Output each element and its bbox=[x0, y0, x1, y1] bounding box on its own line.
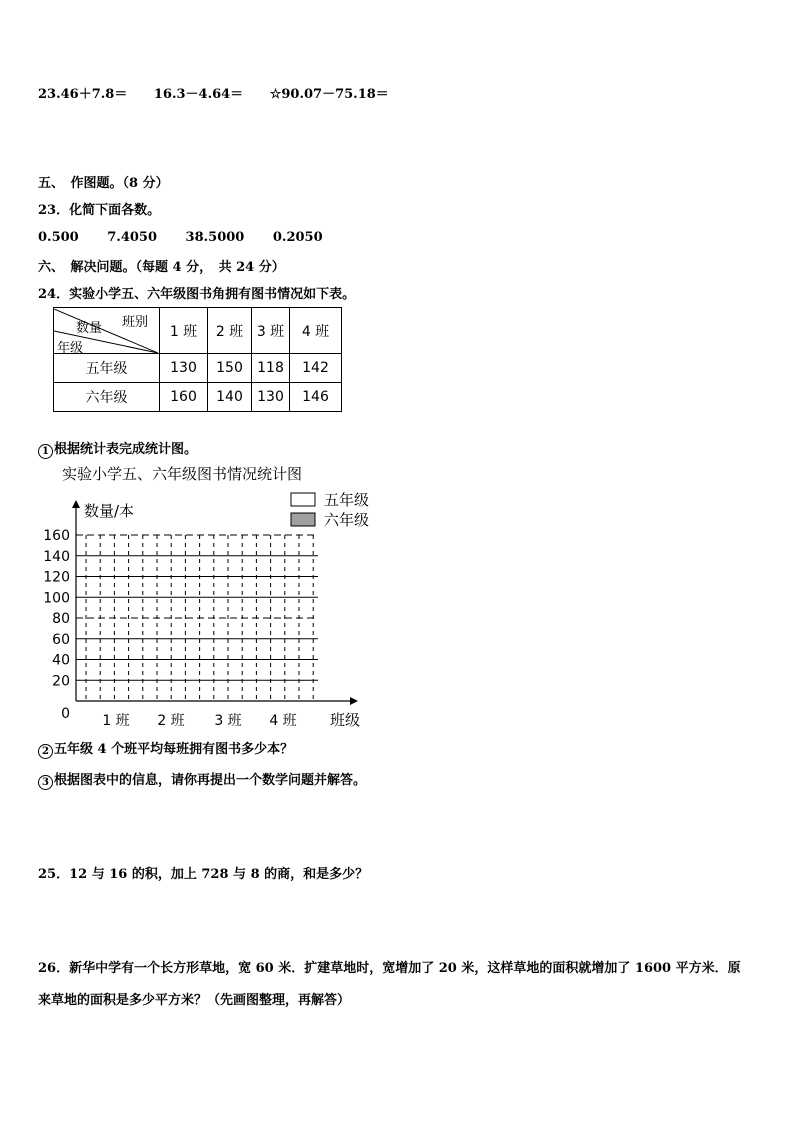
question-24-part-2 bbox=[38, 738, 293, 759]
section-five-heading: 五、 作图题。（8 分） bbox=[38, 176, 169, 191]
y-tick-label: 140 bbox=[43, 548, 70, 565]
table-cell: 146 bbox=[290, 383, 342, 412]
table-column-header: 4 班 bbox=[290, 308, 342, 354]
circled-number: 3 bbox=[38, 775, 53, 790]
table-cell: 130 bbox=[160, 354, 208, 383]
part-3-text: 根据图表中的信息，请你再提出一个数学问题并解答。 bbox=[54, 773, 367, 788]
table-cell: 130 bbox=[252, 383, 290, 412]
y-tick-label: 20 bbox=[52, 673, 70, 690]
y-tick-label: 120 bbox=[43, 569, 70, 586]
corner-label-quantity: 数量 bbox=[76, 320, 103, 336]
question-24: 24．实验小学五、六年级图书角拥有图书情况如下表。 bbox=[38, 287, 356, 302]
section-six-heading: 六、 解决问题。（每题 4 分， 共 24 分） bbox=[38, 260, 285, 275]
legend-swatch-grade6 bbox=[291, 513, 315, 526]
x-tick-label: 2 班 bbox=[157, 713, 185, 729]
x-tick-label: 3 班 bbox=[214, 713, 242, 729]
calc-item: 23.46＋7.8＝ bbox=[38, 87, 128, 102]
x-axis-arrow-icon bbox=[350, 697, 358, 705]
number-item: 38.5000 bbox=[185, 230, 245, 245]
y-tick-label: 40 bbox=[52, 652, 70, 669]
y-tick-label: 0 bbox=[61, 706, 70, 722]
table-column-header: 1 班 bbox=[160, 308, 208, 354]
legend-swatch-grade5 bbox=[291, 493, 315, 506]
circled-number: 2 bbox=[38, 744, 53, 759]
table-cell: 118 bbox=[252, 354, 290, 383]
question-26-line-2: 来草地的面积是多少平方米？（先画图整理，再解答） bbox=[38, 993, 351, 1008]
number-item: 7.4050 bbox=[107, 230, 158, 245]
x-axis-label: 班级 bbox=[330, 711, 361, 729]
calc-item: ☆90.07－75.18＝ bbox=[269, 87, 389, 102]
legend-label: 五年级 bbox=[324, 491, 370, 509]
table-cell: 140 bbox=[208, 383, 252, 412]
table-column-header: 3 班 bbox=[252, 308, 290, 354]
y-tick-label: 160 bbox=[43, 528, 70, 544]
x-tick-label: 4 班 bbox=[269, 713, 297, 729]
chart-title: 实验小学五、六年级图书情况统计图 bbox=[62, 465, 303, 483]
y-tick-label: 60 bbox=[52, 631, 70, 648]
y-axis-label: 数量/本 bbox=[84, 502, 135, 520]
corner-label-class: 班别 bbox=[122, 314, 149, 330]
table-cell: 150 bbox=[208, 354, 252, 383]
y-tick-label: 100 bbox=[43, 590, 70, 607]
corner-label-grade: 年级 bbox=[57, 340, 84, 356]
table-row-grade: 五年级 bbox=[54, 354, 160, 383]
y-tick-label: 80 bbox=[52, 611, 70, 627]
calc-item: 16.3－4.64＝ bbox=[153, 87, 244, 102]
legend-label: 六年级 bbox=[324, 511, 370, 529]
question-23: 23．化简下面各数。 bbox=[38, 203, 161, 218]
number-item: 0.500 bbox=[38, 230, 79, 245]
question-24-part-3 bbox=[38, 769, 366, 790]
question-26-line-1: 26．新华中学有一个长方形草地，宽 60 米．扩建草地时，宽增加了 20 米，这样草地的面积就增加了 1600 平方米．原 bbox=[38, 961, 741, 976]
part-2-text: 五年级 4 个班平均每班拥有图书多少本？ bbox=[54, 742, 294, 757]
part-1-text: 根据统计表完成统计图。 bbox=[54, 442, 198, 457]
y-axis-arrow-icon bbox=[72, 500, 80, 508]
table-cell: 142 bbox=[290, 354, 342, 383]
table-column-header: 2 班 bbox=[208, 308, 252, 354]
table-row-grade: 六年级 bbox=[54, 383, 160, 412]
table-cell: 160 bbox=[160, 383, 208, 412]
circled-number: 1 bbox=[38, 444, 53, 459]
number-item: 0.2050 bbox=[272, 230, 323, 245]
x-tick-label: 1 班 bbox=[102, 713, 130, 729]
question-25: 25．12 与 16 的积，加上 728 与 8 的商，和是多少？ bbox=[38, 867, 369, 882]
